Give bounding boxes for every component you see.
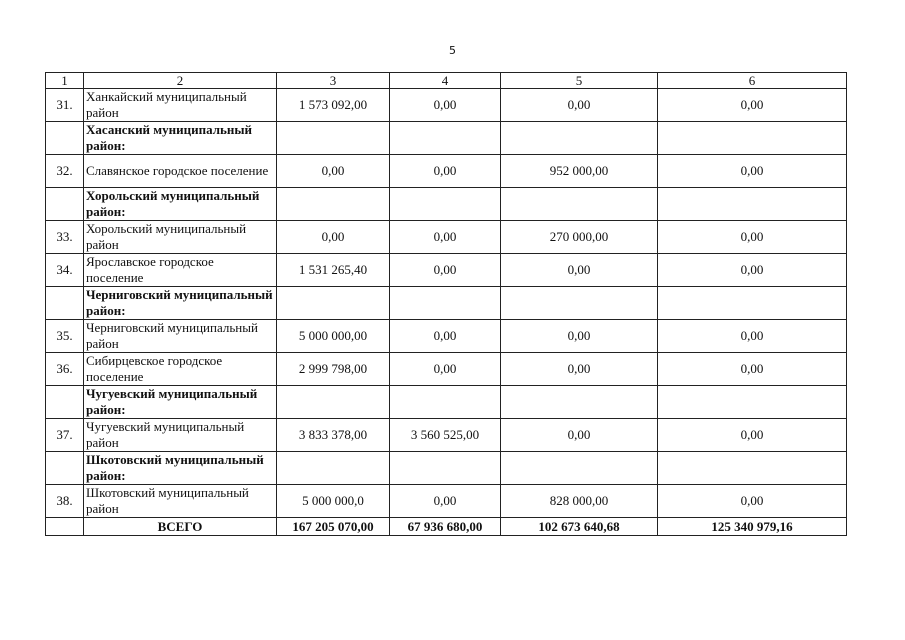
row-number: 33. [46, 221, 84, 254]
value-col3 [277, 188, 390, 221]
value-col3: 5 000 000,0 [277, 485, 390, 518]
table-row [46, 155, 847, 188]
value-col5: 0,00 [501, 353, 658, 386]
row-number: 36. [46, 353, 84, 386]
municipality-name: Шкотовский муниципальный район [84, 485, 277, 518]
value-col5: 0,00 [501, 320, 658, 353]
value-col4 [390, 386, 501, 419]
total-col3: 167 205 070,00 [277, 518, 390, 536]
value-col5: 0,00 [501, 254, 658, 287]
row-number [46, 452, 84, 485]
row-number: 31. [46, 89, 84, 122]
total-label: ВСЕГО [84, 518, 277, 536]
value-col4: 0,00 [390, 155, 501, 188]
table-row [46, 485, 847, 518]
value-col3: 0,00 [277, 221, 390, 254]
table-row [46, 221, 847, 254]
row-number: 32. [46, 155, 84, 188]
value-col3: 2 999 798,00 [277, 353, 390, 386]
value-col4: 0,00 [390, 353, 501, 386]
group-heading: Шкотовский муниципальный район: [84, 452, 277, 485]
value-col6: 0,00 [658, 320, 847, 353]
value-col5: 270 000,00 [501, 221, 658, 254]
value-col3: 3 833 378,00 [277, 419, 390, 452]
municipality-name: Черниговский муниципальный район [84, 320, 277, 353]
value-col5 [501, 452, 658, 485]
value-col3: 1 573 092,00 [277, 89, 390, 122]
value-col6: 0,00 [658, 353, 847, 386]
group-row [46, 452, 847, 485]
column-header: 4 [390, 73, 501, 89]
table-row [46, 254, 847, 287]
row-number: 37. [46, 419, 84, 452]
value-col5 [501, 188, 658, 221]
value-col3 [277, 386, 390, 419]
value-col5 [501, 287, 658, 320]
value-col4 [390, 122, 501, 155]
value-col4 [390, 452, 501, 485]
column-header: 2 [84, 73, 277, 89]
row-number [46, 188, 84, 221]
municipality-name: Чугуевский муниципальный район [84, 419, 277, 452]
table-header-row [46, 73, 847, 89]
value-col4: 3 560 525,00 [390, 419, 501, 452]
municipality-name: Сибирцевское городское поселение [84, 353, 277, 386]
total-row [46, 518, 847, 536]
value-col6: 0,00 [658, 221, 847, 254]
budget-table [45, 72, 847, 536]
municipality-name: Славянское городское поселение [84, 155, 277, 188]
table-row [46, 353, 847, 386]
value-col6: 0,00 [658, 89, 847, 122]
value-col3 [277, 287, 390, 320]
total-col4: 67 936 680,00 [390, 518, 501, 536]
row-number: 35. [46, 320, 84, 353]
row-number [46, 386, 84, 419]
value-col6 [658, 122, 847, 155]
value-col5 [501, 386, 658, 419]
municipality-name: Хорольский муниципальный район [84, 221, 277, 254]
value-col4: 0,00 [390, 485, 501, 518]
value-col3: 0,00 [277, 155, 390, 188]
total-number-cell [46, 518, 84, 536]
group-heading: Черниговский муниципальный район: [84, 287, 277, 320]
table-row [46, 89, 847, 122]
value-col5: 0,00 [501, 89, 658, 122]
row-number [46, 287, 84, 320]
column-header: 6 [658, 73, 847, 89]
table-row [46, 320, 847, 353]
value-col5 [501, 122, 658, 155]
value-col6: 0,00 [658, 485, 847, 518]
column-header: 3 [277, 73, 390, 89]
value-col5: 952 000,00 [501, 155, 658, 188]
value-col4: 0,00 [390, 254, 501, 287]
total-col5: 102 673 640,68 [501, 518, 658, 536]
value-col6 [658, 452, 847, 485]
row-number: 38. [46, 485, 84, 518]
value-col5: 0,00 [501, 419, 658, 452]
value-col4: 0,00 [390, 89, 501, 122]
value-col4: 0,00 [390, 320, 501, 353]
column-header: 1 [46, 73, 84, 89]
value-col4 [390, 188, 501, 221]
table-row [46, 419, 847, 452]
value-col4: 0,00 [390, 221, 501, 254]
column-header: 5 [501, 73, 658, 89]
value-col6: 0,00 [658, 419, 847, 452]
value-col3 [277, 452, 390, 485]
row-number [46, 122, 84, 155]
value-col6: 0,00 [658, 254, 847, 287]
value-col3: 1 531 265,40 [277, 254, 390, 287]
group-row [46, 122, 847, 155]
group-row [46, 386, 847, 419]
value-col6 [658, 287, 847, 320]
municipality-name: Ярославское городское поселение [84, 254, 277, 287]
group-row [46, 287, 847, 320]
group-row [46, 188, 847, 221]
value-col3: 5 000 000,00 [277, 320, 390, 353]
group-heading: Хорольский муниципальный район: [84, 188, 277, 221]
total-col6: 125 340 979,16 [658, 518, 847, 536]
value-col6 [658, 188, 847, 221]
value-col4 [390, 287, 501, 320]
group-heading: Чугуевский муниципальный район: [84, 386, 277, 419]
page-number: 5 [449, 44, 456, 57]
municipality-name: Ханкайский муниципальный район [84, 89, 277, 122]
value-col5: 828 000,00 [501, 485, 658, 518]
value-col6 [658, 386, 847, 419]
group-heading: Хасанский муниципальный район: [84, 122, 277, 155]
value-col3 [277, 122, 390, 155]
value-col6: 0,00 [658, 155, 847, 188]
row-number: 34. [46, 254, 84, 287]
